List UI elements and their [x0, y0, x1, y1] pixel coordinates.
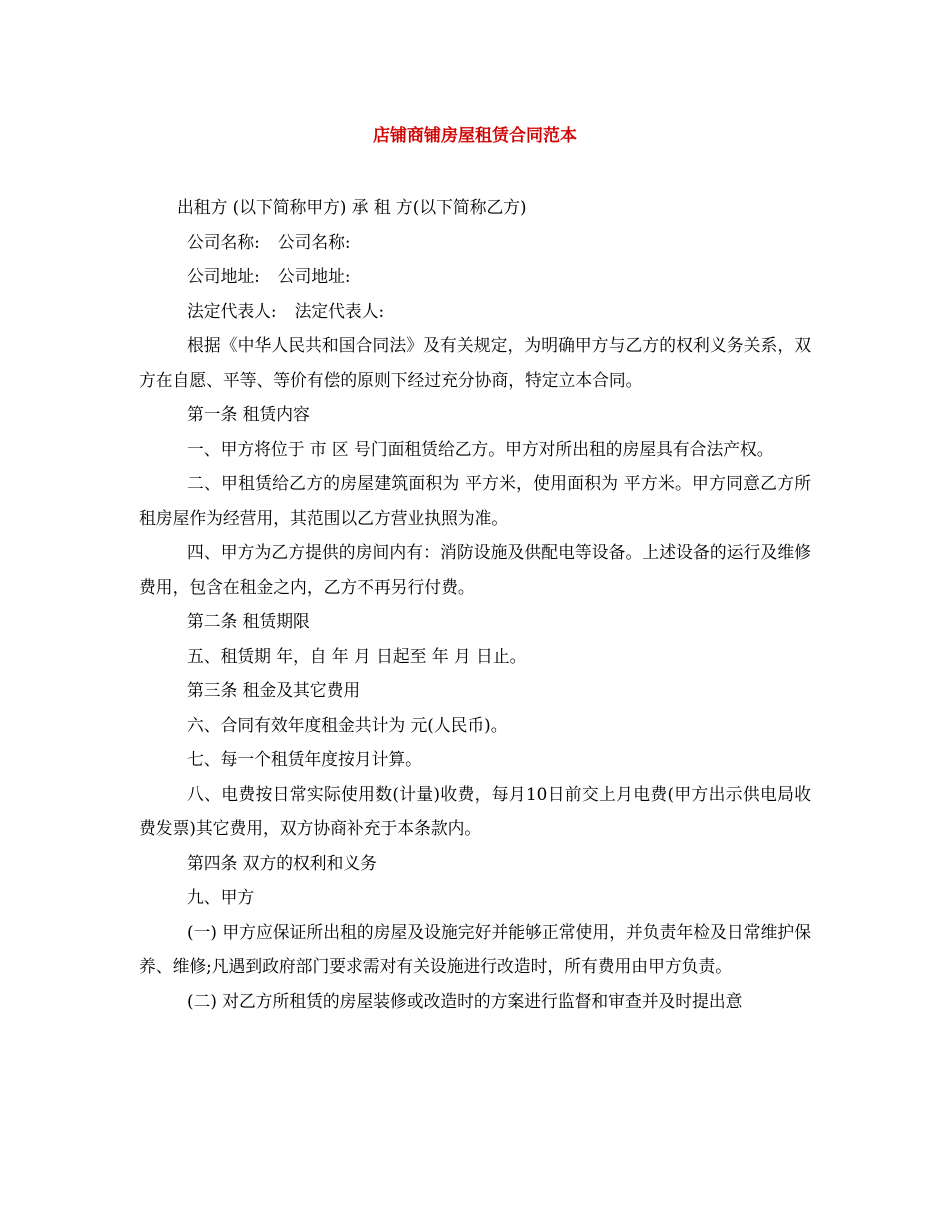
party-a-company-name-label: 公司名称: — [187, 231, 260, 252]
clause-8-paragraph: 八、电费按日常实际使用数(计量)收费，每月10日前交上月电费(甲方出示供电局收费发票)其它费用，双方协商补充于本条款内。 — [139, 783, 811, 838]
clause-6-paragraph: 六、合同有效年度租金共计为 元(人民币)。 — [187, 714, 508, 735]
sub-clause-1-paragraph: (一) 甲方应保证所出租的房屋及设施完好并能够正常使用，并负责年检及日常维护保养、维修;凡遇到政府部门要求需对有关设施进行改造时，所有费用由甲方负责。 — [139, 921, 811, 976]
preamble-paragraph: 根据《中华人民共和国合同法》及有关规定，为明确甲方与乙方的权利义务关系，双方在自愿、平等、等价有偿的原则下经过充分协商，特定立本合同。 — [139, 335, 811, 390]
party-b-company-name-label: 公司名称: — [277, 231, 351, 252]
party-a-legal-rep-label: 法定代表人: — [187, 300, 277, 321]
contract-body — [139, 190, 811, 1018]
clause-9-heading: 九、甲方 — [187, 887, 255, 907]
article-2-heading: 第二条 租赁期限 — [187, 611, 310, 631]
party-a-company-address-label: 公司地址: — [187, 266, 260, 286]
clause-4-paragraph: 四、甲方为乙方提供的房间内有：消防设施及供配电等设备。上述设备的运行及维修费用，包含在租金之内，乙方不再另行付费。 — [139, 542, 811, 597]
party-b-legal-rep-label: 法定代表人: — [294, 300, 385, 321]
article-4-heading: 第四条 双方的权利和义务 — [187, 852, 377, 873]
article-1-heading: 第一条 租赁内容 — [187, 404, 310, 424]
clause-5-paragraph: 五、租赁期 年，自 年 月 日起至 年 月 日止。 — [187, 645, 527, 666]
document-title: 店铺商铺房屋租赁合同范本 — [373, 126, 577, 146]
sub-clause-2-paragraph: (二) 对乙方所租赁的房屋装修或改造时的方案进行监督和审查并及时提出意 — [187, 990, 743, 1011]
parties-line: 出租方 (以下简称甲方) 承 租 方(以下简称乙方) — [177, 197, 527, 217]
party-b-company-address-label: 公司地址: — [277, 266, 351, 286]
company-address-line — [139, 259, 811, 294]
clause-7-paragraph: 七、每一个租赁年度按月计算。 — [187, 749, 422, 769]
article-3-heading: 第三条 租金及其它费用 — [187, 680, 361, 700]
company-name-line — [139, 225, 811, 260]
clause-1-paragraph: 一、甲方将位于 市 区 号门面租赁给乙方。甲方对所出租的房屋具有合法产权。 — [187, 438, 774, 459]
clause-2-paragraph: 二、甲租赁给乙方的房屋建筑面积为 平方米，使用面积为 平方米。甲方同意乙方所租房屋作为经营用，其范围以乙方营业执照为准。 — [139, 473, 811, 528]
legal-representative-line — [139, 294, 811, 329]
